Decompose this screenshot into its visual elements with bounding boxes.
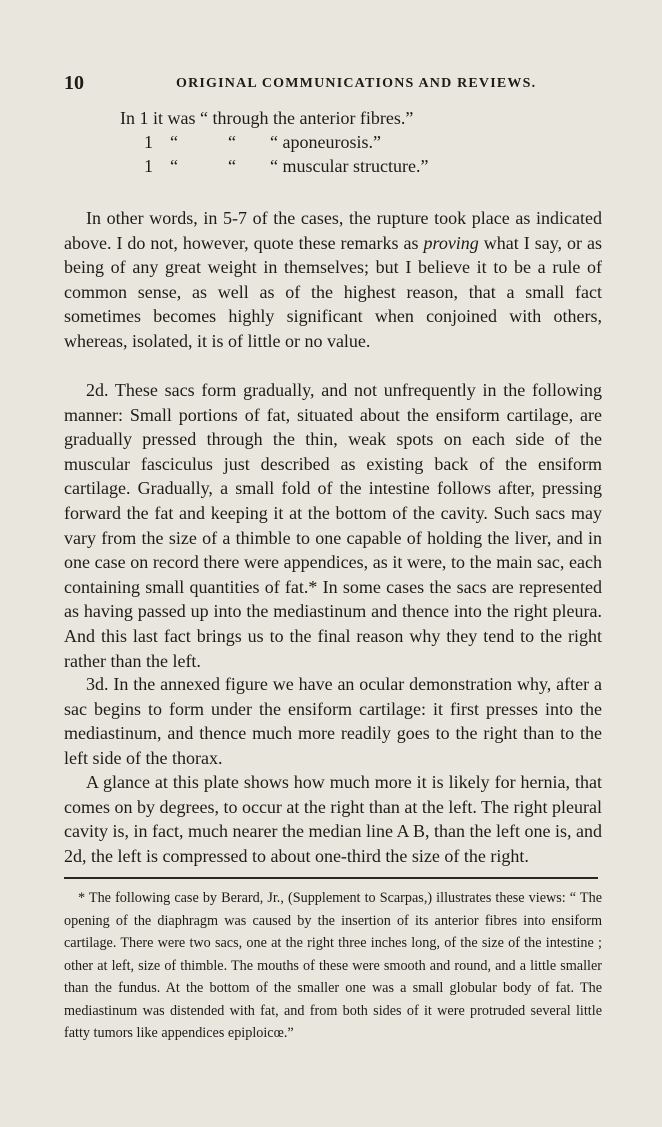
paragraph-text — [64, 206, 602, 354]
paragraph-3d — [64, 672, 602, 770]
paragraph-text: 3d. In the annexed figure we have an ocular demonstration why, after a sac begins to form under the ensiform cartilage: it first presses into the mediastinum, and thence much more readily goes to the right than to the left side of the thorax. — [64, 674, 602, 768]
running-head: ORIGINAL COMMUNICATIONS AND REVIEWS. — [176, 76, 537, 91]
paragraph-glance — [64, 770, 602, 868]
text-run: what I say, or as being of any great weight in themselves; but I believe it to be a rule of common sense, as well as of the highest reason, that a small fact sometimes becomes highly significant when conjoined with others, whereas, isolated, it is of little or no value. — [64, 232, 603, 351]
quote-line — [120, 154, 429, 178]
page-header — [64, 72, 624, 94]
footnote — [64, 887, 602, 1045]
ditto-mark: “ — [228, 132, 236, 152]
quote-line — [120, 130, 413, 154]
quote-count: 1 — [144, 132, 153, 152]
footnote-text: * The following case by Berard, Jr., (Supplement to Scarpas,) illustrates these views: “ The opening of the diaphragm was caused by the insertion of its anterior fibres into ensiform cartilage. There were two sacs, one at the right three inches long, of the size of the intestine ; other at left, size of thimble. The mouths of these were smooth and round, and a little smaller than the fundus. At the bottom of the smaller one was a small globular body of fat. The mediastinum was distended with fat, and from both sides of it were protruded several little fatty tumors like appendices epiploicœ.” — [64, 890, 602, 1041]
emphasis: proving — [423, 232, 479, 253]
quote-text: “ aponeurosis.” — [270, 132, 381, 152]
paragraph-text: A glance at this plate shows how much more it is likely for hernia, that comes on by degrees, to occur at the right than at the left. The right pleural cavity is, in fact, much nearer the median line A B, than the left one is, and 2d, the left is compressed to about one-third the size of the right. — [64, 772, 602, 866]
quoted-list — [120, 106, 429, 178]
paragraph-2d — [64, 378, 602, 673]
paragraph-text: 2d. These sacs form gradually, and not unfrequently in the following manner: Small portions of fat, situated about the ensiform cartilage, are gradually pressed through the thin, weak spots on each side of the muscular fasciculus just described as existing back of the ensiform cartilage. Gradually, a small fold of the intestine follows after, pressing forward the fat and keeping it at the bottom of the cavity. Such sacs may vary from the size of a thimble to one capable of holding the liver, and in one case on record there were appendices, as it were, to the main sac, each containing small quantities of fat.* In some cases the sacs are represented as having passed up into the mediastinum and thence into the right pleura. And this last fact brings us to the final reason why they tend to the right rather than the left. — [64, 380, 602, 671]
page-number: 10 — [64, 72, 84, 94]
ditto-mark: “ — [170, 132, 178, 152]
footnote-divider — [64, 877, 598, 879]
quote-text: In 1 it was “ through the anterior fibres.” — [120, 108, 414, 128]
ditto-mark: “ — [170, 156, 178, 176]
ditto-mark: “ — [228, 156, 236, 176]
quote-text: “ muscular structure.” — [270, 156, 429, 176]
paragraph-in-other-words — [64, 206, 602, 354]
quote-count: 1 — [144, 156, 153, 176]
text-run: In other words, in 5-7 of the cases, the rupture took place as indicated above. I do not, however, quote these remarks as — [64, 208, 602, 253]
quote-line — [120, 106, 413, 130]
